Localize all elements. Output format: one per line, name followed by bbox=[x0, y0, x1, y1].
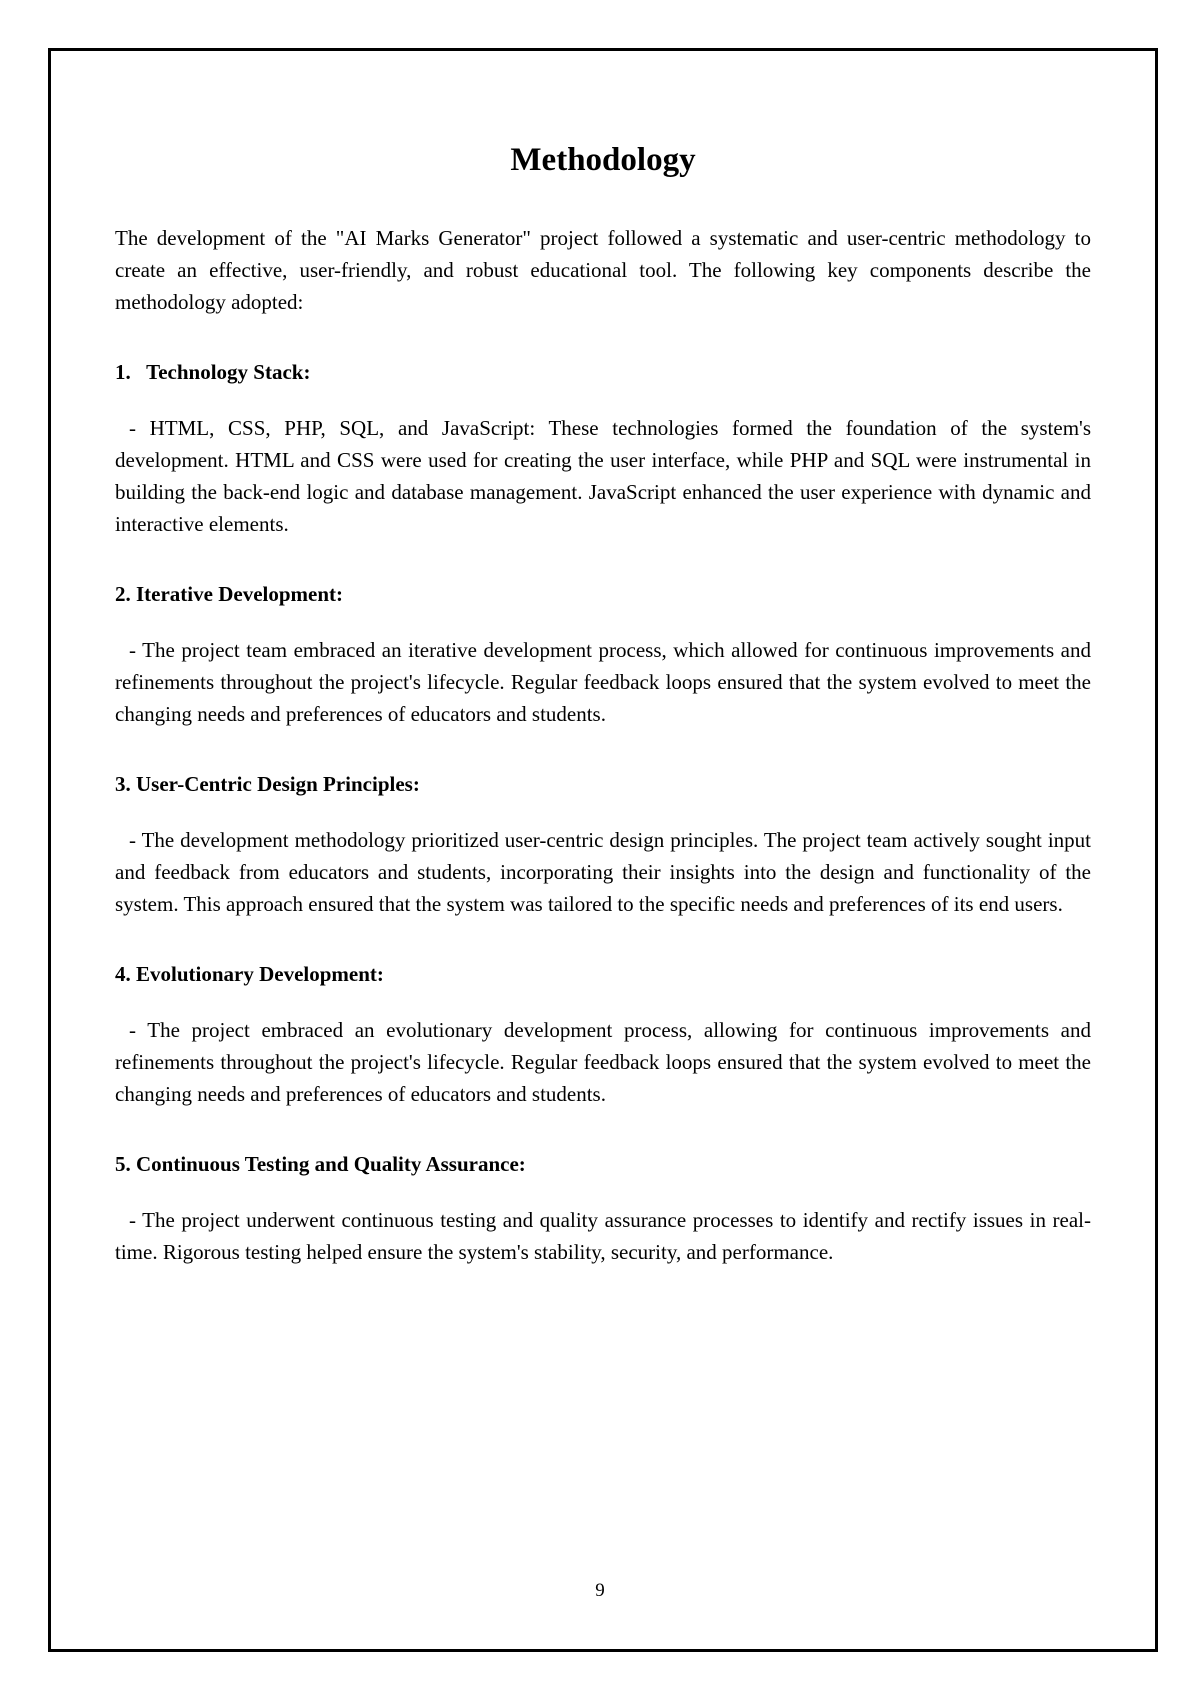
page-content bbox=[115, 140, 1091, 1306]
section-body: - The project underwent continuous testing and quality assurance processes to identify and rectify issues in real-time. Rigorous testing helped ensure the system's stability, security, and performance. bbox=[115, 1208, 1091, 1264]
section-continuous-testing bbox=[115, 1148, 1091, 1268]
section-iterative-development bbox=[115, 578, 1091, 730]
section-body: - The project team embraced an iterative development process, which allowed for continuous improvements and refinements throughout the project's lifecycle. Regular feedback loops ensured that the system evolved to meet the changing needs and preferences of educators and students. bbox=[115, 638, 1091, 726]
intro-paragraph: The development of the "AI Marks Generator" project followed a systematic and user-centric methodology to create an effective, user-friendly, and robust educational tool. The following key components describe the methodology adopted: bbox=[115, 226, 1091, 314]
section-body: - The project embraced an evolutionary development process, allowing for continuous improvements and refinements throughout the project's lifecycle. Regular feedback loops ensured that the system evolved to meet the changing needs and preferences of educators and students. bbox=[115, 1018, 1091, 1106]
section-heading: 4. Evolutionary Development: bbox=[115, 962, 384, 986]
section-heading: 5. Continuous Testing and Quality Assurance: bbox=[115, 1152, 526, 1176]
section-body: - The development methodology prioritized user-centric design principles. The project team actively sought input and feedback from educators and students, incorporating their insights into the design and functionality of the system. This approach ensured that the system was tailored to the specific needs and preferences of its end users. bbox=[115, 828, 1091, 916]
page-number: 9 bbox=[595, 1580, 605, 1601]
section-heading: 2. Iterative Development: bbox=[115, 582, 344, 606]
section-evolutionary-development bbox=[115, 958, 1091, 1110]
section-body: - HTML, CSS, PHP, SQL, and JavaScript: These technologies formed the foundation of the system's development. HTML and CSS were used for creating the user interface, while PHP and SQL were instrumental in building the back-end logic and database management. JavaScript enhanced the user experience with dynamic and interactive elements. bbox=[115, 416, 1091, 536]
page-title: Methodology bbox=[510, 142, 696, 178]
section-heading: 3. User-Centric Design Principles: bbox=[115, 772, 420, 796]
section-technology-stack bbox=[115, 356, 1091, 540]
section-heading: 1. Technology Stack: bbox=[115, 360, 311, 384]
section-user-centric-design bbox=[115, 768, 1091, 920]
